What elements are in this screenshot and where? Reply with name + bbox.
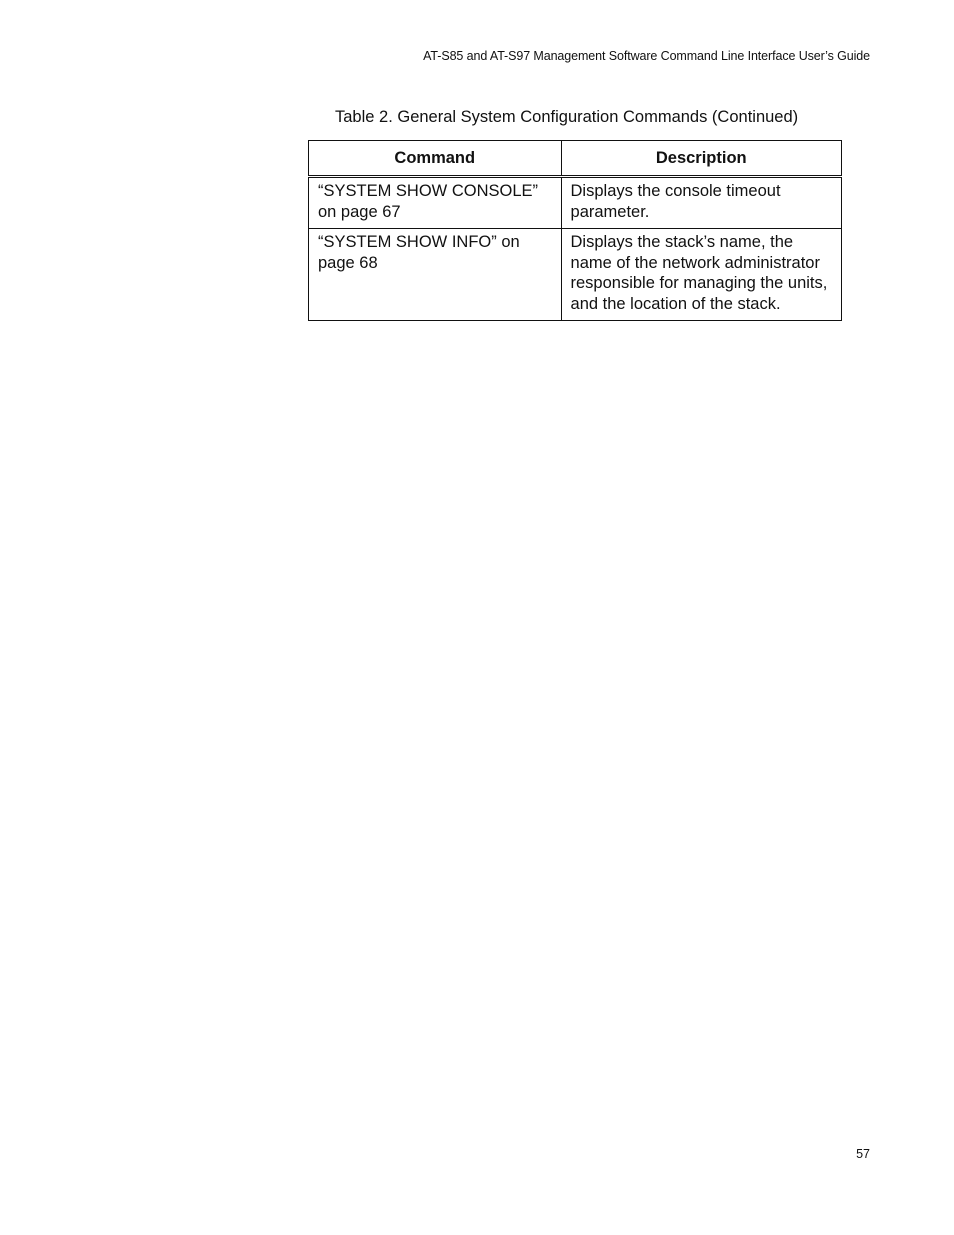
table-row — [309, 229, 842, 321]
table-caption: Table 2. General System Configuration Commands (Continued) — [335, 108, 799, 126]
commands-table — [308, 140, 842, 321]
description-cell: Displays the console timeout parameter. — [561, 177, 841, 229]
command-cell-link[interactable]: “SYSTEM SHOW CONSOLE” on page 67 — [309, 177, 562, 229]
column-header-description: Description — [561, 141, 841, 177]
table-row — [309, 177, 842, 229]
command-cell-link[interactable]: “SYSTEM SHOW INFO” on page 68 — [309, 229, 562, 321]
description-cell: Displays the stack’s name, the name of the network administrator responsible for managing the units, and the location of the stack. — [561, 229, 841, 321]
running-header: AT-S85 and AT-S97 Management Software Command Line Interface User’s Guide — [423, 49, 870, 63]
table-header-row — [309, 141, 842, 177]
column-header-command: Command — [309, 141, 562, 177]
page-number: 57 — [856, 1147, 870, 1161]
